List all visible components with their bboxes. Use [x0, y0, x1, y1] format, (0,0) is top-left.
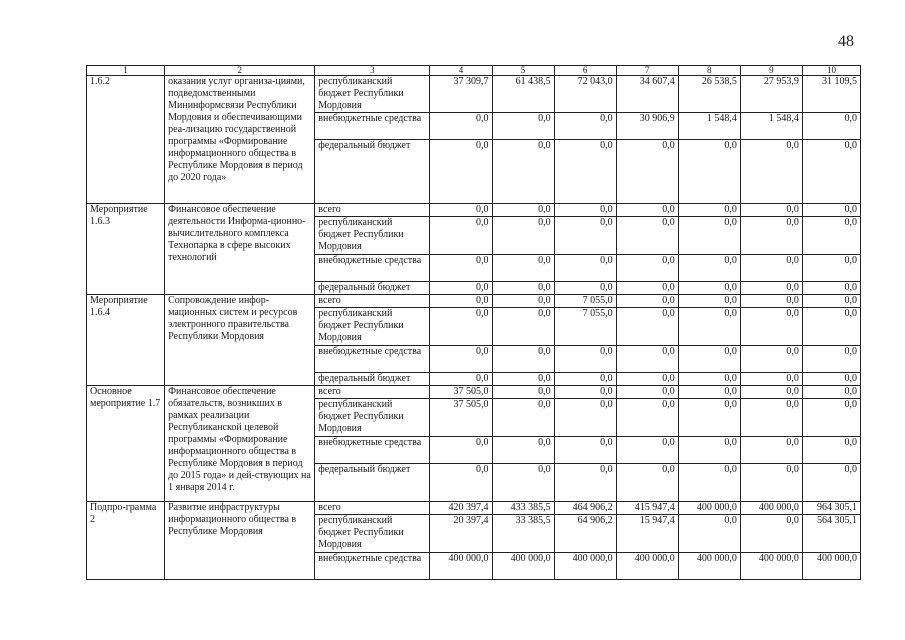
value-cell: 0,0 [554, 386, 616, 399]
table-row [87, 295, 861, 308]
value-cell: 27 953,9 [740, 76, 802, 113]
page-number: 48 [838, 33, 854, 50]
value-cell: 0,0 [492, 282, 554, 295]
value-cell: 400 000,0 [554, 553, 616, 580]
program-code: Основное мероприятие 1.7 [87, 386, 165, 502]
value-cell: 964 305,1 [802, 502, 860, 515]
value-cell: 0,0 [430, 282, 492, 295]
value-cell: 400 000,0 [740, 553, 802, 580]
value-cell: 0,0 [554, 373, 616, 386]
funding-source: республиканский бюджет Республики Мордовия [315, 515, 430, 553]
funding-source: федеральный бюджет [315, 282, 430, 295]
value-cell: 0,0 [740, 399, 802, 437]
program-name: Финансовое обеспечение обязательств, возникших в рамках реализации Республиканской целевой программы «Формирование информационного общества в Республике Мордовия в период до 2015 года» и дей-ствующих на 1 января 2014 г. [165, 386, 315, 502]
column-number: 9 [740, 66, 802, 76]
value-cell: 15 947,4 [616, 515, 678, 553]
value-cell: 37 505,0 [430, 386, 492, 399]
value-cell: 0,0 [802, 386, 860, 399]
value-cell: 72 043,0 [554, 76, 616, 113]
value-cell: 0,0 [616, 282, 678, 295]
value-cell: 0,0 [802, 373, 860, 386]
value-cell: 564 305,1 [802, 515, 860, 553]
value-cell: 0,0 [678, 308, 740, 346]
value-cell: 0,0 [616, 308, 678, 346]
funding-source: всего [315, 204, 430, 217]
value-cell: 0,0 [802, 255, 860, 282]
funding-source: внебюджетные средства [315, 437, 430, 464]
funding-source: республиканский бюджет Республики Мордовия [315, 399, 430, 437]
value-cell: 0,0 [678, 255, 740, 282]
value-cell: 400 000,0 [616, 553, 678, 580]
value-cell: 30 906,9 [616, 113, 678, 140]
value-cell: 0,0 [802, 464, 860, 502]
value-cell: 0,0 [616, 386, 678, 399]
value-cell: 0,0 [430, 464, 492, 502]
value-cell: 0,0 [740, 346, 802, 373]
value-cell: 0,0 [554, 204, 616, 217]
column-number: 3 [315, 66, 430, 76]
funding-source: республиканский бюджет Республики Мордовия [315, 308, 430, 346]
table-row [87, 204, 861, 217]
value-cell: 0,0 [554, 464, 616, 502]
value-cell: 0,0 [740, 204, 802, 217]
value-cell: 0,0 [678, 346, 740, 373]
value-cell: 0,0 [678, 399, 740, 437]
value-cell: 0,0 [802, 346, 860, 373]
value-cell: 0,0 [678, 217, 740, 255]
value-cell: 0,0 [430, 346, 492, 373]
value-cell: 0,0 [678, 515, 740, 553]
table-row [87, 76, 861, 113]
value-cell: 0,0 [616, 204, 678, 217]
value-cell: 0,0 [740, 308, 802, 346]
value-cell: 0,0 [554, 346, 616, 373]
value-cell: 1 548,4 [678, 113, 740, 140]
column-number: 6 [554, 66, 616, 76]
value-cell: 0,0 [430, 308, 492, 346]
value-cell: 64 906,2 [554, 515, 616, 553]
value-cell: 0,0 [616, 373, 678, 386]
value-cell: 0,0 [554, 282, 616, 295]
value-cell: 0,0 [740, 255, 802, 282]
value-cell: 0,0 [802, 295, 860, 308]
value-cell: 0,0 [492, 295, 554, 308]
value-cell: 0,0 [802, 204, 860, 217]
value-cell: 0,0 [616, 255, 678, 282]
value-cell: 415 947,4 [616, 502, 678, 515]
value-cell: 420 397,4 [430, 502, 492, 515]
value-cell: 1 548,4 [740, 113, 802, 140]
value-cell: 0,0 [430, 113, 492, 140]
value-cell: 0,0 [492, 464, 554, 502]
value-cell: 0,0 [430, 255, 492, 282]
value-cell: 0,0 [554, 140, 616, 204]
value-cell: 433 385,5 [492, 502, 554, 515]
value-cell: 37 505,0 [430, 399, 492, 437]
value-cell: 400 000,0 [678, 502, 740, 515]
value-cell: 7 055,0 [554, 295, 616, 308]
value-cell: 0,0 [678, 437, 740, 464]
value-cell: 0,0 [802, 308, 860, 346]
value-cell: 0,0 [616, 217, 678, 255]
value-cell: 0,0 [616, 437, 678, 464]
value-cell: 0,0 [802, 282, 860, 295]
value-cell: 0,0 [554, 113, 616, 140]
column-number: 2 [165, 66, 315, 76]
value-cell: 0,0 [492, 113, 554, 140]
column-number-row [87, 66, 861, 76]
column-number: 4 [430, 66, 492, 76]
value-cell: 0,0 [616, 295, 678, 308]
funding-source: федеральный бюджет [315, 373, 430, 386]
funding-source: республиканский бюджет Республики Мордовия [315, 217, 430, 255]
value-cell: 0,0 [616, 140, 678, 204]
budget-table [86, 65, 861, 580]
value-cell: 0,0 [554, 399, 616, 437]
value-cell: 0,0 [430, 373, 492, 386]
funding-source: федеральный бюджет [315, 140, 430, 204]
value-cell: 0,0 [492, 437, 554, 464]
value-cell: 0,0 [802, 217, 860, 255]
column-number: 5 [492, 66, 554, 76]
value-cell: 0,0 [492, 217, 554, 255]
value-cell: 0,0 [616, 464, 678, 502]
value-cell: 31 109,5 [802, 76, 860, 113]
value-cell: 400 000,0 [740, 502, 802, 515]
program-code: Мероприятие 1.6.3 [87, 204, 165, 295]
value-cell: 0,0 [740, 515, 802, 553]
value-cell: 0,0 [430, 140, 492, 204]
funding-source: республиканский бюджет Республики Мордовия [315, 76, 430, 113]
value-cell: 0,0 [678, 373, 740, 386]
value-cell: 400 000,0 [492, 553, 554, 580]
program-code: 1.6.2 [87, 76, 165, 204]
value-cell: 0,0 [554, 437, 616, 464]
value-cell: 33 385,5 [492, 515, 554, 553]
funding-source: внебюджетные средства [315, 346, 430, 373]
value-cell: 0,0 [678, 464, 740, 502]
value-cell: 0,0 [430, 437, 492, 464]
value-cell: 34 607,4 [616, 76, 678, 113]
value-cell: 0,0 [740, 282, 802, 295]
table-row [87, 386, 861, 399]
program-name: Финансовое обеспечение деятельности Информа-ционно-вычислительного комплекса Технопарка в сфере высоких технологий [165, 204, 315, 295]
value-cell: 26 538,5 [678, 76, 740, 113]
value-cell: 0,0 [740, 295, 802, 308]
value-cell: 400 000,0 [678, 553, 740, 580]
funding-source: внебюджетные средства [315, 255, 430, 282]
funding-source: внебюджетные средства [315, 553, 430, 580]
value-cell: 0,0 [430, 295, 492, 308]
value-cell: 61 438,5 [492, 76, 554, 113]
value-cell: 0,0 [492, 204, 554, 217]
value-cell: 0,0 [616, 346, 678, 373]
value-cell: 464 906,2 [554, 502, 616, 515]
column-number: 10 [802, 66, 860, 76]
value-cell: 400 000,0 [430, 553, 492, 580]
value-cell: 0,0 [492, 399, 554, 437]
value-cell: 0,0 [678, 295, 740, 308]
funding-source: всего [315, 386, 430, 399]
funding-source: федеральный бюджет [315, 464, 430, 502]
value-cell: 0,0 [802, 399, 860, 437]
value-cell: 0,0 [616, 399, 678, 437]
value-cell: 7 055,0 [554, 308, 616, 346]
program-name: Развитие инфраструктуры информационного общества в Республике Мордовия [165, 502, 315, 580]
value-cell: 0,0 [492, 308, 554, 346]
column-number: 8 [678, 66, 740, 76]
column-number: 7 [616, 66, 678, 76]
value-cell: 0,0 [492, 140, 554, 204]
funding-source: внебюджетные средства [315, 113, 430, 140]
value-cell: 0,0 [740, 437, 802, 464]
funding-source: всего [315, 295, 430, 308]
value-cell: 0,0 [802, 113, 860, 140]
value-cell: 0,0 [678, 282, 740, 295]
column-number: 1 [87, 66, 165, 76]
value-cell: 400 000,0 [802, 553, 860, 580]
program-name: оказания услуг организа-циями, подведомственными Мининформсвязи Республики Мордовия и обеспечивающими реа-лизацию государственной программы «Формирование информационного общества в Республике Мордовия в период до 2020 года» [165, 76, 315, 204]
value-cell: 0,0 [802, 437, 860, 464]
value-cell: 0,0 [802, 140, 860, 204]
value-cell: 37 309,7 [430, 76, 492, 113]
value-cell: 0,0 [678, 140, 740, 204]
value-cell: 0,0 [554, 217, 616, 255]
value-cell: 0,0 [678, 386, 740, 399]
value-cell: 0,0 [430, 204, 492, 217]
value-cell: 0,0 [740, 464, 802, 502]
program-name: Сопровождение инфор-мационных систем и ресурсов электронного правительства Республики Мордовия [165, 295, 315, 386]
value-cell: 0,0 [492, 255, 554, 282]
value-cell: 0,0 [430, 217, 492, 255]
value-cell: 0,0 [554, 255, 616, 282]
value-cell: 0,0 [740, 373, 802, 386]
table-row [87, 502, 861, 515]
value-cell: 0,0 [740, 386, 802, 399]
value-cell: 0,0 [492, 386, 554, 399]
program-code: Мероприятие 1.6.4 [87, 295, 165, 386]
value-cell: 0,0 [740, 217, 802, 255]
funding-source: всего [315, 502, 430, 515]
value-cell: 0,0 [740, 140, 802, 204]
value-cell: 0,0 [492, 373, 554, 386]
program-code: Подпро-грамма 2 [87, 502, 165, 580]
value-cell: 0,0 [678, 204, 740, 217]
value-cell: 20 397,4 [430, 515, 492, 553]
value-cell: 0,0 [492, 346, 554, 373]
